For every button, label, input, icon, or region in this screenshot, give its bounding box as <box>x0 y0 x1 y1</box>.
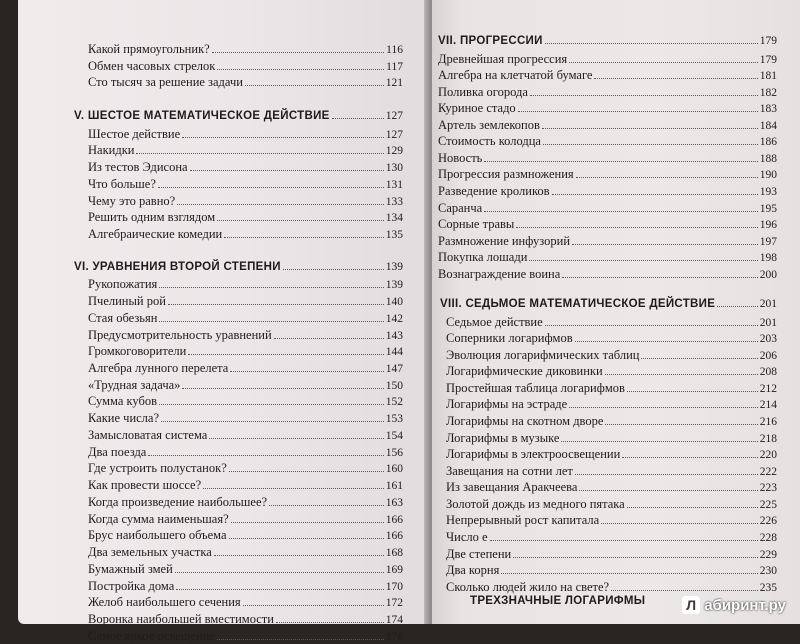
toc-entry-title: Седьмое действие <box>446 315 543 329</box>
dot-leader <box>168 304 384 305</box>
dot-leader <box>274 338 384 339</box>
toc-entry <box>88 495 403 510</box>
toc-entry <box>88 612 403 627</box>
toc-section-heading <box>438 35 777 47</box>
dot-leader <box>161 421 384 422</box>
toc-entry <box>88 160 403 175</box>
dot-leader <box>575 474 758 475</box>
toc-entry <box>88 42 403 57</box>
toc-entry-title: Как провести шоссе? <box>88 478 202 492</box>
toc-entry <box>88 595 403 610</box>
toc-entry-title: Стоимость колодца <box>438 134 541 148</box>
toc-page-number: 201 <box>759 317 777 329</box>
dot-leader <box>245 85 384 86</box>
toc-entry <box>88 394 403 409</box>
toc-page-number: 179 <box>759 35 777 47</box>
toc-entry <box>88 127 403 142</box>
toc-entry-title: Два корня <box>446 563 500 577</box>
toc-entry <box>88 194 403 209</box>
toc-entry <box>438 250 777 265</box>
toc-page-number: 131 <box>385 179 403 191</box>
dot-leader <box>136 153 383 154</box>
dot-leader <box>552 194 758 195</box>
toc-entry-title: Что больше? <box>88 177 156 191</box>
toc-entry-title: Накидки <box>88 143 135 157</box>
toc-entry-title: Желоб наибольшего сечения <box>88 595 241 609</box>
toc-entry-title: Громкоговорители <box>88 344 187 358</box>
toc-entry-title: Шестое действие <box>88 127 181 141</box>
dot-leader <box>269 505 384 506</box>
toc-entry-title: Завещания на сотни лет <box>446 464 573 478</box>
toc-entry <box>438 201 777 216</box>
toc-page-number: 223 <box>759 482 777 494</box>
toc-entry <box>88 378 403 393</box>
toc-entry-title: Предусмотрительность уравнений <box>88 328 272 342</box>
dot-leader <box>175 572 384 573</box>
toc-page-number: 153 <box>385 413 403 425</box>
dot-leader <box>212 52 384 53</box>
toc-section-heading <box>440 298 777 310</box>
toc-entry-title: Соперники логарифмов <box>446 331 573 345</box>
toc-page-number: 200 <box>759 269 777 281</box>
toc-entry <box>88 629 403 644</box>
toc-page-number: 163 <box>385 497 403 509</box>
toc-entry <box>88 328 403 343</box>
table-of-contents-left <box>18 0 430 643</box>
toc-page-number: 206 <box>759 350 777 362</box>
toc-page-number: 169 <box>385 564 403 576</box>
toc-entry-title: Простейшая таблица логарифмов <box>446 381 625 395</box>
toc-page-number: 218 <box>759 433 777 445</box>
toc-entry <box>438 134 777 149</box>
toc-entry-title: Обмен часовых стрелок <box>88 59 216 73</box>
toc-entry-title: Два земельных участка <box>88 545 212 559</box>
toc-page-number: 150 <box>385 380 403 392</box>
dot-leader <box>627 507 758 508</box>
toc-page-number: 161 <box>385 480 403 492</box>
toc-entry-title: «Трудная задача» <box>88 378 181 392</box>
toc-page-number: 147 <box>385 363 403 375</box>
toc-entry <box>88 344 403 359</box>
dot-leader <box>190 170 384 171</box>
toc-entry <box>446 563 777 578</box>
toc-entry-title: Когда сумма наименьшая? <box>88 512 229 526</box>
toc-entry <box>446 447 777 462</box>
toc-entry-title: VI. УРАВНЕНИЯ ВТОРОЙ СТЕПЕНИ <box>74 261 281 273</box>
dot-leader <box>530 95 758 96</box>
toc-entry <box>88 528 403 543</box>
toc-entry <box>438 68 777 83</box>
dot-leader <box>543 144 758 145</box>
toc-page-number: 117 <box>386 61 403 73</box>
dot-leader <box>627 391 758 392</box>
toc-page-number: 203 <box>759 333 777 345</box>
dot-leader <box>148 455 383 456</box>
toc-entry <box>88 545 403 560</box>
toc-entry-title: Когда произведение наибольшее? <box>88 495 268 509</box>
toc-entry <box>88 361 403 376</box>
toc-page-number: 127 <box>385 129 403 141</box>
toc-page-number: 220 <box>759 449 777 461</box>
toc-page-number: 129 <box>385 145 403 157</box>
toc-entry <box>446 547 777 562</box>
toc-entry-title: Сколько людей жило на свете? <box>446 580 610 594</box>
toc-entry <box>88 59 403 74</box>
toc-entry-title: VIII. СЕДЬМОЕ МАТЕМАТИЧЕСКОЕ ДЕЙСТВИЕ <box>440 298 716 310</box>
toc-entry <box>88 445 403 460</box>
toc-entry <box>88 478 403 493</box>
toc-entry-title: Поливка огорода <box>438 85 528 99</box>
toc-entry <box>438 217 777 232</box>
dot-leader <box>231 522 384 523</box>
toc-entry <box>438 151 777 166</box>
toc-entry-title: Сорные травы <box>438 217 515 231</box>
labirint-logo-icon: Л <box>682 596 700 614</box>
toc-page-number: 198 <box>759 252 777 264</box>
toc-entry <box>446 381 777 396</box>
toc-page-number: 212 <box>759 383 777 395</box>
toc-page-number: 144 <box>385 346 403 358</box>
toc-section-heading <box>74 110 403 122</box>
toc-page-number: 116 <box>386 44 403 56</box>
toc-page-number: 229 <box>759 549 777 561</box>
toc-page-number: 156 <box>385 447 403 459</box>
dot-leader <box>217 69 384 70</box>
toc-entry-title: Из завещания Аракчеева <box>446 480 578 494</box>
toc-entry-title: Алгебраические комедии <box>88 227 223 241</box>
toc-entry-title: Логарифмические диковинки <box>446 364 603 378</box>
toc-entry <box>438 85 777 100</box>
dot-leader <box>562 277 757 278</box>
toc-entry <box>446 414 777 429</box>
dot-leader <box>209 438 383 439</box>
toc-page-number: 197 <box>759 236 777 248</box>
dot-leader <box>575 341 758 342</box>
toc-entry-title: Замысловатая система <box>88 428 208 442</box>
dot-leader <box>601 523 758 524</box>
dot-leader <box>276 622 384 623</box>
toc-entry <box>88 512 403 527</box>
toc-entry-title: Где устроить полустанок? <box>88 461 227 475</box>
toc-page-number: 143 <box>385 330 403 342</box>
toc-entry-title: Бумажный змей <box>88 562 173 576</box>
toc-page-number: 201 <box>759 298 777 310</box>
section-heading-trailing: ТРЕХЗНАЧНЫЕ ЛОГАРИФМЫ <box>470 595 646 607</box>
toc-page-number: 174 <box>385 614 403 626</box>
dot-leader <box>542 128 758 129</box>
dot-leader <box>159 287 383 288</box>
toc-page-number: 230 <box>759 565 777 577</box>
left-page <box>18 0 430 643</box>
watermark-text: абиринт.ру <box>704 596 786 614</box>
dot-leader <box>229 471 384 472</box>
toc-entry-title: Какой прямоугольник? <box>88 42 210 56</box>
toc-page-number: 154 <box>385 430 403 442</box>
toc-entry-title: Сто тысяч за решение задачи <box>88 75 243 89</box>
toc-page-number: 188 <box>759 153 777 165</box>
toc-entry <box>438 101 777 116</box>
toc-entry-title: Древнейшая прогрессия <box>438 52 568 66</box>
toc-page-number: 195 <box>759 203 777 215</box>
toc-page-number: 133 <box>385 196 403 208</box>
toc-page-number: 184 <box>759 120 777 132</box>
toc-page-number: 152 <box>385 396 403 408</box>
dot-leader <box>229 538 384 539</box>
toc-page-number: 176 <box>385 631 403 643</box>
toc-entry-title: Постройка дома <box>88 579 175 593</box>
toc-entry-title: Логарифмы на эстраде <box>446 397 568 411</box>
toc-page-number: 182 <box>759 87 777 99</box>
toc-entry <box>438 184 777 199</box>
dot-leader <box>188 354 383 355</box>
dot-leader <box>490 540 758 541</box>
toc-page-number: 181 <box>759 70 777 82</box>
toc-entry <box>88 311 403 326</box>
toc-page-number: 225 <box>759 499 777 511</box>
dot-leader <box>622 457 757 458</box>
dot-leader <box>545 43 758 44</box>
toc-entry <box>88 562 403 577</box>
dot-leader <box>605 374 758 375</box>
toc-page-number: 121 <box>385 77 403 89</box>
toc-page-number: 168 <box>385 547 403 559</box>
toc-entry-title: Воронка наибольшей вместимости <box>88 612 274 626</box>
toc-entry-title: Разведение кроликов <box>438 184 550 198</box>
toc-page-number: 139 <box>385 261 403 273</box>
toc-entry <box>446 480 777 495</box>
toc-entry-title: Пчелиный рой <box>88 294 166 308</box>
toc-entry-title: Размножение инфузорий <box>438 234 571 248</box>
dot-leader <box>182 137 384 138</box>
toc-entry-title: VII. ПРОГРЕССИИ <box>438 35 543 47</box>
toc-entry <box>438 167 777 182</box>
toc-entry-title: Из тестов Эдисона <box>88 160 188 174</box>
dot-leader <box>203 488 384 489</box>
toc-entry-title: Сумма кубов <box>88 394 158 408</box>
toc-entry-title: Самое яркое освещение <box>88 629 215 643</box>
dot-leader <box>529 260 757 261</box>
dot-leader <box>579 490 757 491</box>
dot-leader <box>545 325 758 326</box>
toc-entry <box>446 464 777 479</box>
toc-entry-title: Стая обезьян <box>88 311 158 325</box>
toc-page-number: 193 <box>759 186 777 198</box>
dot-leader <box>243 605 384 606</box>
right-page <box>432 0 800 624</box>
dot-leader <box>332 118 384 119</box>
toc-page-number: 142 <box>385 313 403 325</box>
toc-entry <box>438 234 777 249</box>
toc-entry-title: Два поезда <box>88 445 147 459</box>
dot-leader <box>484 161 757 162</box>
toc-entry <box>88 75 403 90</box>
toc-entry-title: Решить одним взглядом <box>88 210 216 224</box>
toc-page-number: 135 <box>385 229 403 241</box>
dot-leader <box>230 371 383 372</box>
toc-entry-title: Вознаграждение воина <box>438 267 561 281</box>
toc-page-number: 214 <box>759 399 777 411</box>
dot-leader <box>224 237 384 238</box>
toc-page-number: 166 <box>385 530 403 542</box>
toc-entry <box>88 227 403 242</box>
toc-entry-title: Логарифмы в электроосвещении <box>446 447 621 461</box>
dot-leader <box>569 62 758 63</box>
toc-entry-title: Алгебра лунного перелета <box>88 361 229 375</box>
dot-leader <box>576 177 758 178</box>
toc-entry <box>446 364 777 379</box>
dot-leader <box>611 590 758 591</box>
dot-leader <box>518 111 758 112</box>
dot-leader <box>561 441 757 442</box>
toc-page-number: 228 <box>759 532 777 544</box>
toc-entry <box>446 348 777 363</box>
toc-entry <box>88 210 403 225</box>
dot-leader <box>513 557 758 558</box>
toc-entry-title: Какие числа? <box>88 411 160 425</box>
toc-entry <box>446 397 777 412</box>
toc-entry-title: Две степени <box>446 547 512 561</box>
dot-leader <box>217 639 384 640</box>
toc-entry <box>88 579 403 594</box>
dot-leader <box>717 306 758 307</box>
dot-leader <box>283 269 384 270</box>
toc-entry-title: Брус наибольшего объема <box>88 528 227 542</box>
toc-entry-title: Эволюция логарифмических таблиц <box>446 348 640 362</box>
toc-entry-title: Куриное стадо <box>438 101 516 115</box>
toc-entry <box>446 497 777 512</box>
toc-page-number: 160 <box>385 463 403 475</box>
toc-page-number: 166 <box>385 514 403 526</box>
toc-entry-title: Саранча <box>438 201 483 215</box>
toc-entry <box>446 580 777 595</box>
toc-page-number: 190 <box>759 169 777 181</box>
toc-entry-title: Новость <box>438 151 483 165</box>
watermark-logo <box>682 596 786 614</box>
toc-entry-title: Артель землекопов <box>438 118 540 132</box>
toc-section-heading <box>74 261 403 273</box>
dot-leader <box>501 573 757 574</box>
dot-leader <box>159 404 384 405</box>
toc-page-number: 235 <box>759 582 777 594</box>
dot-leader <box>594 78 757 79</box>
toc-entry-title: Прогрессия размножения <box>438 167 574 181</box>
toc-entry <box>88 411 403 426</box>
toc-entry <box>88 461 403 476</box>
dot-leader <box>217 220 384 221</box>
toc-page-number: 139 <box>385 279 403 291</box>
toc-entry <box>446 513 777 528</box>
toc-entry-title: Логарифмы в музыке <box>446 431 560 445</box>
toc-page-number: 130 <box>385 162 403 174</box>
toc-entry-title: Покупка лошади <box>438 250 528 264</box>
toc-entry <box>88 277 403 292</box>
toc-entry-title: Логарифмы на скотном дворе <box>446 414 604 428</box>
dot-leader <box>214 555 384 556</box>
toc-page-number: 222 <box>759 466 777 478</box>
toc-page-number: 170 <box>385 581 403 593</box>
toc-page-number: 134 <box>385 212 403 224</box>
dot-leader <box>159 321 383 322</box>
toc-entry-title: Непрерывный рост капитала <box>446 513 600 527</box>
toc-page-number: 172 <box>385 597 403 609</box>
toc-entry-title: Рукопожатия <box>88 277 158 291</box>
dot-leader <box>569 407 758 408</box>
toc-entry <box>88 294 403 309</box>
dot-leader <box>605 424 757 425</box>
toc-entry <box>88 143 403 158</box>
dot-leader <box>182 388 383 389</box>
toc-entry-title: V. ШЕСТОЕ МАТЕМАТИЧЕСКОЕ ДЕЙСТВИЕ <box>74 110 330 122</box>
dot-leader <box>484 211 758 212</box>
toc-entry <box>438 52 777 67</box>
toc-entry <box>446 431 777 446</box>
toc-page-number: 216 <box>759 416 777 428</box>
toc-entry-title: Золотой дождь из медного пятака <box>446 497 625 511</box>
toc-entry-title: Чему это равно? <box>88 194 176 208</box>
toc-page-number: 186 <box>759 136 777 148</box>
toc-page-number: 179 <box>759 54 777 66</box>
dot-leader <box>641 358 757 359</box>
toc-entry <box>446 530 777 545</box>
toc-entry-title: Число e <box>446 530 488 544</box>
toc-page-number: 140 <box>385 296 403 308</box>
toc-entry-title: Алгебра на клетчатой бумаге <box>438 68 593 82</box>
toc-page-number: 127 <box>385 110 403 122</box>
toc-entry <box>446 331 777 346</box>
toc-entry <box>446 315 777 330</box>
toc-entry <box>438 118 777 133</box>
toc-page-number: 196 <box>759 219 777 231</box>
table-of-contents-right <box>432 0 800 624</box>
dot-leader <box>158 187 384 188</box>
dot-leader <box>516 227 757 228</box>
toc-page-number: 208 <box>759 366 777 378</box>
toc-page-number: 226 <box>759 515 777 527</box>
toc-entry <box>88 428 403 443</box>
dot-leader <box>572 244 758 245</box>
dot-leader <box>177 204 384 205</box>
dot-leader <box>176 589 384 590</box>
toc-entry <box>88 177 403 192</box>
toc-page-number: 183 <box>759 103 777 115</box>
toc-entry <box>438 267 777 282</box>
